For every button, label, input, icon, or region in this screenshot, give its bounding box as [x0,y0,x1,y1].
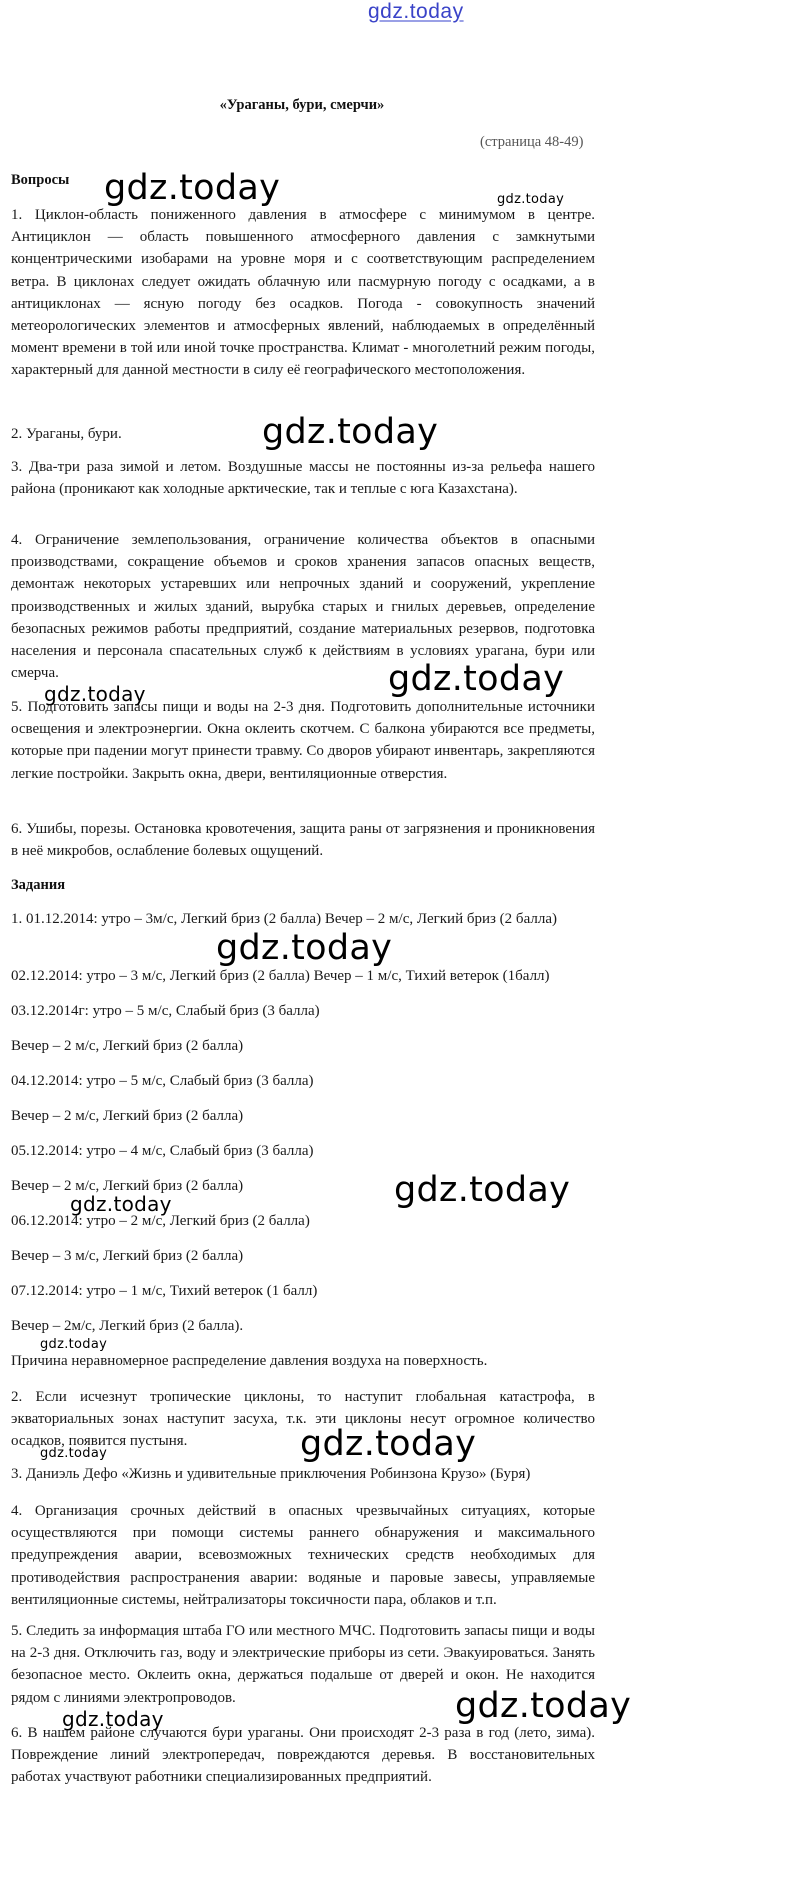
watermark: gdz.today [70,1192,172,1216]
watermark: gdz.today [62,1707,164,1731]
task-5: 5. Следить за информация штаба ГО или местного МЧС. Подготовить запасы пищи и воды на 2-3 дня. Отключить газ, воду и электрические приборы из сети. Эвакуироваться. Занять безопасное место. Оклеить окна, держаться подальше от дверей и окон. Не находится рядом с линиями электропроводов. [11,1623,595,1706]
watermark: gdz.today [216,928,393,968]
answer-5: 5. Подготовить запасы пищи и воды на 2-3 дня. Подготовить дополнительные источники освещения и электроэнергии. Окна оклеить скотчем. С балкона убираются все предметы, которые при падении могут принести травму. Со дворов убирают инвентарь, закрепляются легкие постройки. Закрыть окна, двери, вентиляционные отверстия. [11,699,595,782]
weather-line: Вечер – 3 м/с, Легкий бриз (2 балла) [11,1248,244,1264]
answer-2: 2. Ураганы, бури. [11,426,122,442]
watermark: gdz.today [40,1337,108,1352]
answer-6: 6. Ушибы, порезы. Остановка кровотечения, защита раны от загрязнения и проникновения в неё микробов, ослабление болевых ощущений. [11,821,595,860]
weather-line: Вечер – 2м/с, Легкий бриз (2 балла). [11,1318,244,1334]
task-6: 6. В нашем районе случаются бури ураганы. Они происходят 2-3 раза в год (лето, зима). Повреждение линий электропередач, повреждаются деревья. В восстановительных работах участвуют работники специализированных предприятий. [11,1725,595,1786]
watermark: gdz.today [497,192,565,207]
weather-line: Вечер – 2 м/с, Легкий бриз (2 балла) [11,1038,244,1054]
weather-line: 03.12.2014г: утро – 5 м/с, Слабый бриз (3 балла) [11,1003,320,1019]
watermark: gdz.today [300,1424,477,1464]
weather-line: 07.12.2014: утро – 1 м/с, Тихий ветерок (1 балл) [11,1283,318,1299]
weather-line: 04.12.2014: утро – 5 м/с, Слабый бриз (3 балла) [11,1073,314,1089]
task-3: 3. Даниэль Дефо «Жизнь и удивительные приключения Робинзона Крузо» (Буря) [11,1466,531,1482]
task-1: 1. 01.12.2014: утро – 3м/с, Легкий бриз (2 балла) Вечер – 2 м/с, Легкий бриз (2 балла) [11,911,557,927]
document-title: «Ураганы, бури, смерчи» [219,97,385,113]
watermark: gdz.today [455,1686,632,1726]
site-link[interactable]: gdz.today [368,0,464,23]
watermark: gdz.today [40,1446,108,1461]
watermark: gdz.today [394,1170,571,1210]
tasks-heading: Задания [11,877,66,893]
answer-3: 3. Два-три раза зимой и летом. Воздушные массы не постоянны из-за рельефа нашего района (проникают как холодные арктические, так и теплые с юга Казахстана). [11,459,595,498]
reason-line: Причина неравномерное распределение давления воздуха на поверхность. [11,1353,488,1369]
task-2: 2. Если исчезнут тропические циклоны, то наступит глобальная катастрофа, в экваториальных зонах наступит засуха, т.к. эти циклоны несут огромное количество осадков, появится пустыня. [11,1389,595,1450]
questions-heading: Вопросы [11,172,70,188]
weather-line: 05.12.2014: утро – 4 м/с, Слабый бриз (3 балла) [11,1143,314,1159]
weather-line: Вечер – 2 м/с, Легкий бриз (2 балла) [11,1108,244,1124]
answer-4: 4. Ограничение землепользования, ограничение количества объектов в опасными производствами, сокращение объемов и сроков хранения запасов опасных веществ, демонтаж некоторых устаревших или непрочных зданий и сооружений, укрепление производственных и жилых зданий, вырубка старых и гнилых деревьев, определение безопасных режимов работы предприятий, создание материальных резервов, подготовка населения и персонала спасательных служб к действиям в условиях урагана, бури или смерча. [11,532,595,682]
watermark: gdz.today [44,682,146,706]
page-range: (страница 48-49) [480,134,584,150]
watermark: gdz.today [104,168,281,208]
task-4: 4. Организация срочных действий в опасных чрезвычайных ситуациях, которые осуществляются при помощи системы раннего обнаружения и максимального предупреждения аварии, всевозможных технических средств необходимых для противодействия распространения аварии: водяные и паровые завесы, управляемые вентиляционные системы, нейтрализаторы токсичности пара, облаков и т.п. [11,1503,595,1608]
watermark: gdz.today [262,412,439,452]
weather-line: 06.12.2014: утро – 2 м/с, Легкий бриз (2 балла) [11,1213,310,1229]
weather-line: Вечер – 2 м/с, Легкий бриз (2 балла) [11,1178,244,1194]
answer-1: 1. Циклон-область пониженного давления в атмосфере с минимумом в центре. Антициклон — область повышенного атмосферного давления с замкнутыми концентрическими изобарами на уровне моря и с соответствующим распределением ветра. В циклонах следует ожидать облачную или пасмурную погоду с осадками, а в антициклонах — ясную погоду без осадков. Погода - совокупность значений метеорологических элементов и атмосферных явлений, наблюдаемых в определённый момент времени в той или иной точке пространства. Климат - многолетний режим погоды, характерный для данной местности в силу её географического местоположения. [11,207,595,379]
watermark: gdz.today [388,659,565,699]
weather-line: 02.12.2014: утро – 3 м/с, Легкий бриз (2 балла) Вечер – 1 м/с, Тихий ветерок (1балл) [11,968,550,984]
